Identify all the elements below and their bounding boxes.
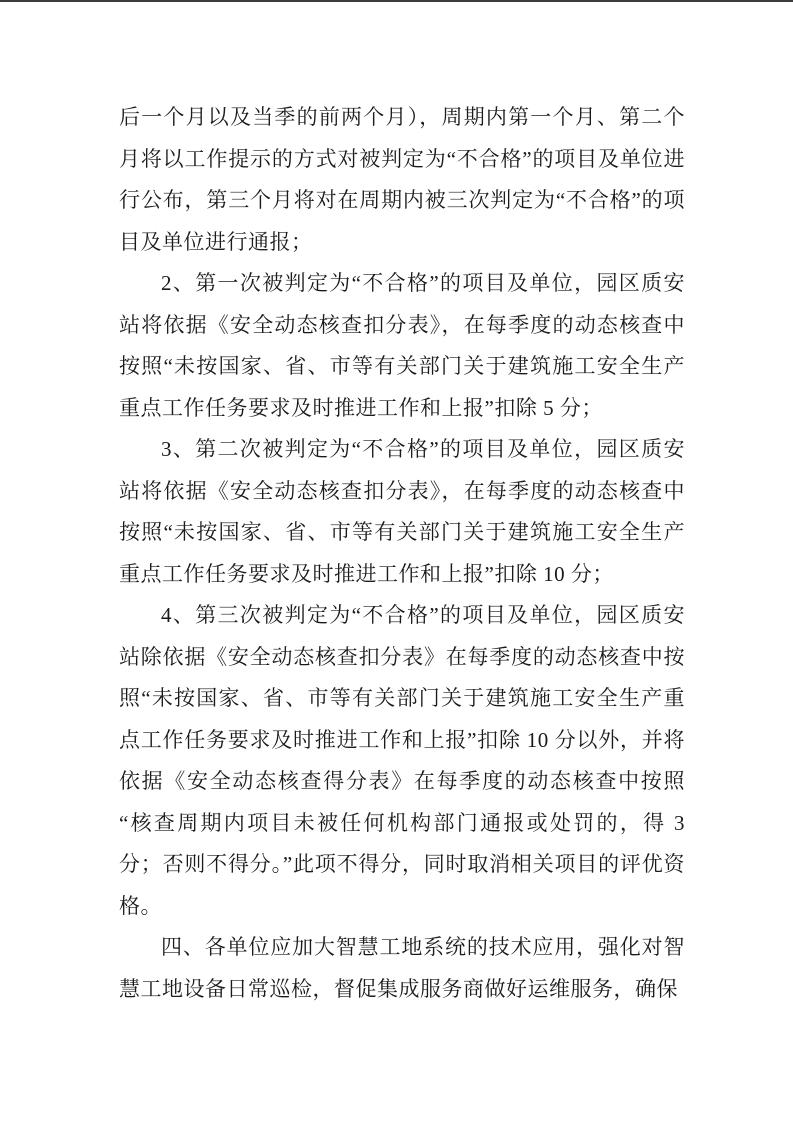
paragraph-item-3: 3、第二次被判定为“不合格”的项目及单位，园区质安站将依据《安全动态核查扣分表》，在每季度的动态核查中按照“未按国家、省、市等有关部门关于建筑施工安全生产重点工作任务要求及时推进工作和上报”扣除 10 分；: [119, 437, 685, 586]
paragraph-item-2: 2、第一次被判定为“不合格”的项目及单位，园区质安站将依据《安全动态核查扣分表》，在每季度的动态核查中按照“未按国家、省、市等有关部门关于建筑施工安全生产重点工作任务要求及时推进工作和上报”扣除 5 分；: [119, 271, 685, 420]
document-body: [119, 97, 685, 1010]
scan-artifact-line: [0, 0, 793, 2]
paragraph-section-4: 四、各单位应加大智慧工地系统的技术应用，强化对智慧工地设备日常巡检，督促集成服务商做好运维服务，确保: [119, 935, 685, 1001]
paragraph-item-4: 4、第三次被判定为“不合格”的项目及单位，园区质安站除依据《安全动态核查扣分表》在每季度的动态核查中按照“未按国家、省、市等有关部门关于建筑施工安全生产重点工作任务要求及时推进工作和上报”扣除 10 分以外，并将依据《安全动态核查得分表》在每季度的动态核查中按照“核查周期内项目未被任何机构部门通报或处罚的，得 3 分；否则不得分。”此项不得分，同时取消相关项目的评优资格。: [119, 603, 685, 918]
paragraph-continuation: 后一个月以及当季的前两个月），周期内第一个月、第二个月将以工作提示的方式对被判定为“不合格”的项目及单位进行公布，第三个月将对在周期内被三次判定为“不合格”的项目及单位进行通报；: [119, 105, 685, 254]
